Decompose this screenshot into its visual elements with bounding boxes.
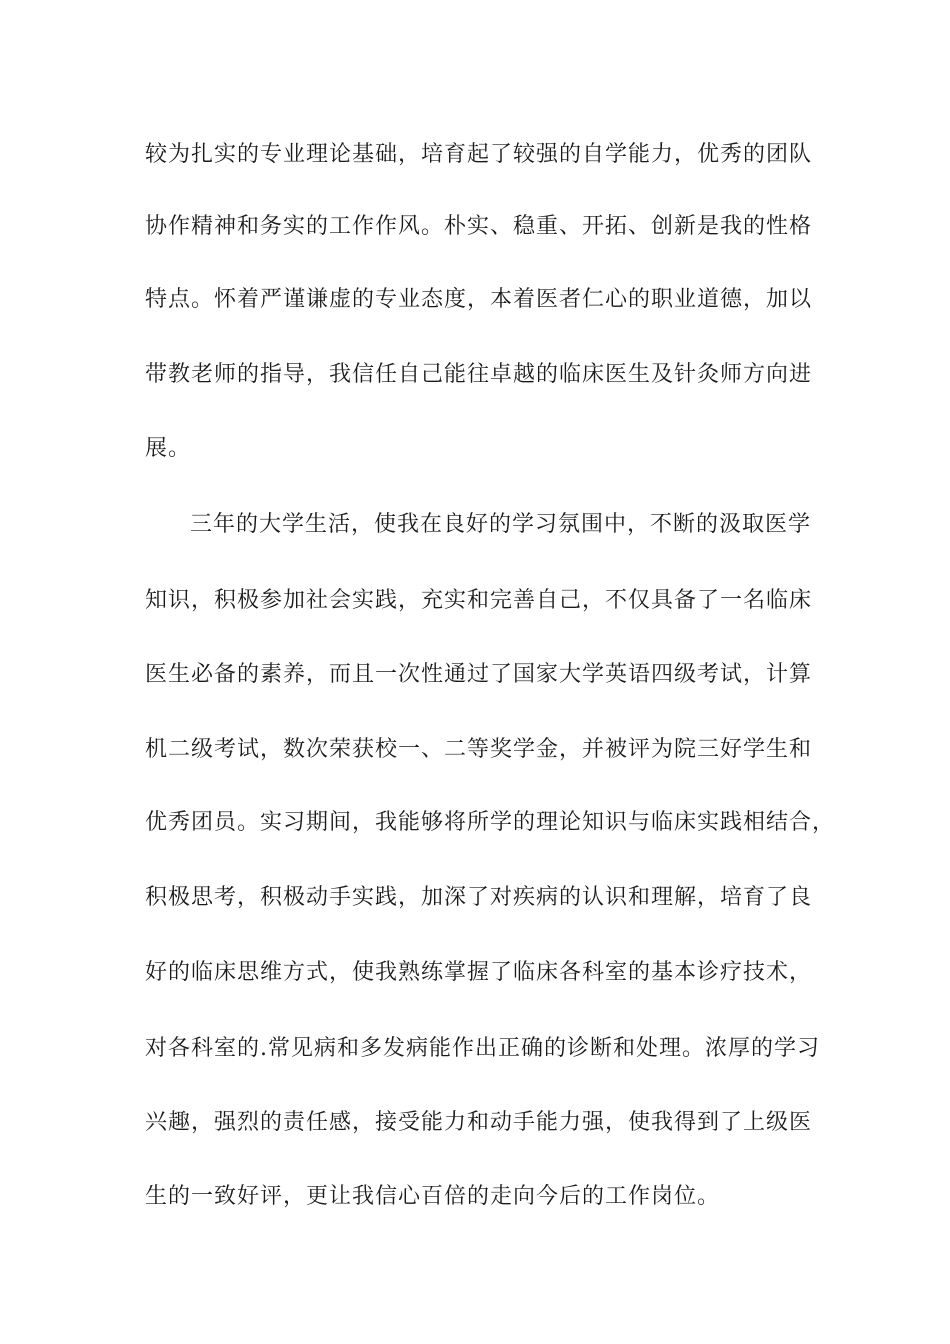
text-line: 知识，积极参加社会实践，充实和完善自己，不仅具备了一名临床: [145, 588, 813, 613]
text-line: 生的一致好评，更让我信心百倍的走向今后的工作岗位。: [145, 1184, 721, 1209]
text-line: 协作精神和务实的工作作风。朴实、稳重、开拓、创新是我的性格: [145, 214, 813, 239]
text-line: 医生必备的素养，而且一次性通过了国家大学英语四级考试，计算: [145, 662, 813, 687]
text-line: 带教老师的指导，我信任自己能往卓越的临床医生及针灸师方向进: [145, 362, 813, 387]
text-line: 对各科室的.常见病和多发病能作出正确的诊断和处理。浓厚的学习: [145, 1036, 820, 1061]
text-line: 较为扎实的专业理论基础，培育起了较强的自学能力，优秀的团队: [145, 142, 813, 167]
text-line: 展。: [145, 436, 192, 461]
text-line: 优秀团员。实习期间，我能够将所学的理论知识与临床实践相结合，: [145, 810, 836, 835]
text-line: 机二级考试，数次荣获校一、二等奖学金，并被评为院三好学生和: [145, 737, 813, 762]
text-line: 兴趣，强烈的责任感，接受能力和动手能力强，使我得到了上级医: [145, 1110, 813, 1135]
text-line: 积极思考，积极动手实践，加深了对疾病的认识和理解，培育了良: [145, 885, 813, 910]
text-line: 好的临床思维方式，使我熟练掌握了临床各科室的基本诊疗技术，: [145, 960, 813, 985]
paragraph-first-line: 三年的大学生活，使我在良好的学习氛围中，不断的汲取医学: [190, 512, 812, 537]
text-line: 特点。怀着严谨谦虚的专业态度，本着医者仁心的职业道德，加以: [145, 287, 813, 312]
